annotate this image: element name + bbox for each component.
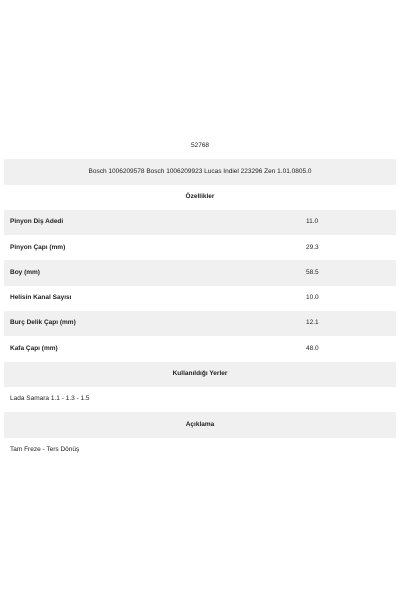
spec-value: 58.5 (304, 260, 396, 285)
features-header-row (4, 185, 396, 210)
usage-header-row (4, 362, 396, 387)
spec-row (4, 336, 396, 361)
spec-value: 29.3 (304, 235, 396, 260)
oem-references-row (4, 159, 396, 184)
spec-label: Boy (mm) (4, 260, 304, 285)
oem-references: Bosch 1006209578 Bosch 1006209923 Lucas Indiel 223296 Zen 1.01.0805.0 (4, 159, 396, 184)
spec-label: Pinyon Çapı (mm) (4, 235, 304, 260)
usage-text: Lada Samara 1.1 - 1.3 - 1.5 (4, 387, 396, 412)
spec-row (4, 235, 396, 260)
spec-value: 10.0 (304, 286, 396, 311)
usage-row (4, 387, 396, 412)
spec-row (4, 311, 396, 336)
spec-value: 12.1 (304, 311, 396, 336)
description-row (4, 438, 396, 463)
description-header-row (4, 412, 396, 437)
spec-label: Helisin Kanal Sayısı (4, 286, 304, 311)
spec-value: 11.0 (304, 210, 396, 235)
description-text: Tam Freze - Ters Dönüş (4, 438, 396, 463)
usage-header: Kullanıldığı Yerler (4, 362, 396, 387)
description-header: Açıklama (4, 412, 396, 437)
spec-row (4, 210, 396, 235)
spec-label: Burç Delik Çapı (mm) (4, 311, 304, 336)
spec-value: 48.0 (304, 336, 396, 361)
product-spec-table (4, 134, 396, 463)
spec-row (4, 260, 396, 285)
product-code: 52768 (4, 134, 396, 159)
product-code-row (4, 134, 396, 159)
spec-label: Pinyon Diş Adedi (4, 210, 304, 235)
features-header: Özellikler (4, 185, 396, 210)
spec-row (4, 286, 396, 311)
spec-label: Kafa Çapı (mm) (4, 336, 304, 361)
